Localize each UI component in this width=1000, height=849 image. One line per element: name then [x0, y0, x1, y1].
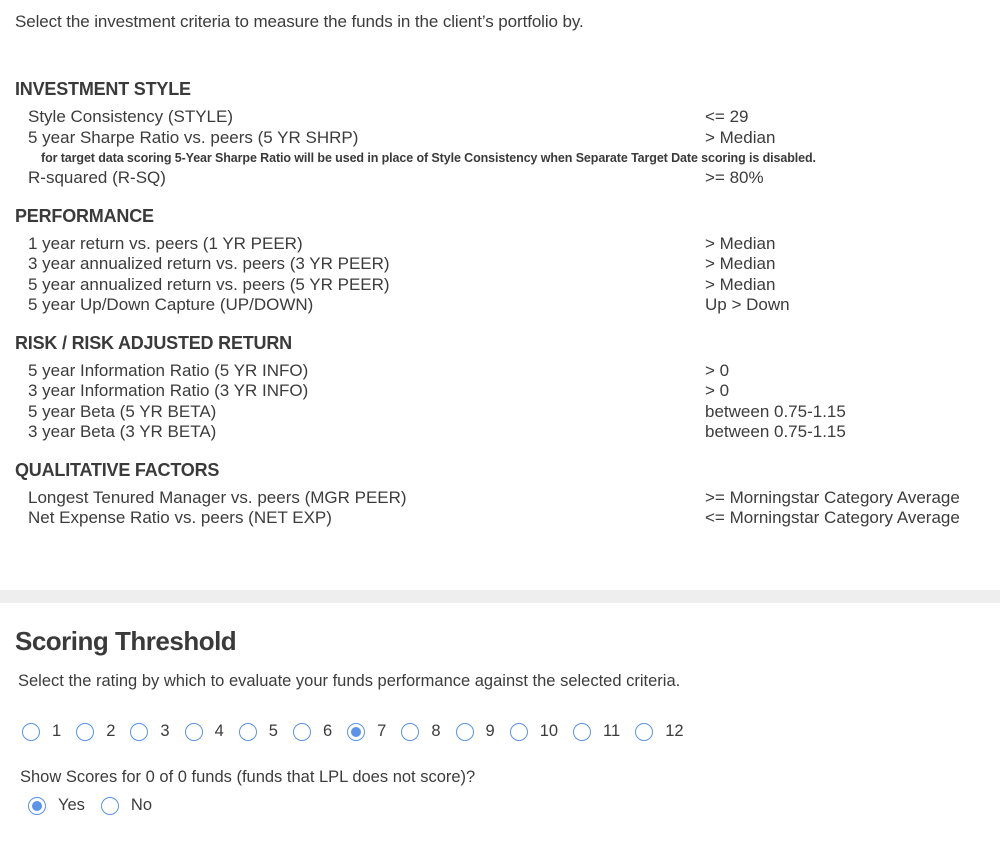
- threshold-option-label: 4: [214, 722, 224, 740]
- show-scores-radio-group: [28, 796, 168, 815]
- scoring-threshold-title: Scoring Threshold: [15, 626, 237, 656]
- threshold-option-label: 2: [106, 722, 116, 740]
- criteria-row: [15, 488, 1000, 509]
- criteria-value: >= Morningstar Category Average: [705, 487, 960, 507]
- criteria-row: [15, 128, 1000, 149]
- threshold-option-label: 9: [485, 722, 495, 740]
- criteria-row: [15, 275, 1000, 296]
- radio-unchecked-icon[interactable]: [22, 723, 40, 741]
- criteria-value: > Median: [705, 233, 776, 253]
- radio-unchecked-icon[interactable]: [510, 723, 528, 741]
- criteria-value: > Median: [705, 127, 776, 147]
- criteria-label: Net Expense Ratio vs. peers (NET EXP): [28, 508, 332, 527]
- section-title: RISK / RISK ADJUSTED RETURN: [15, 332, 292, 353]
- radio-unchecked-icon[interactable]: [101, 797, 119, 815]
- threshold-option-7[interactable]: [347, 722, 386, 741]
- section-investment-style: [15, 78, 1000, 189]
- criteria-value: > Median: [705, 254, 776, 273]
- criteria-value: Up > Down: [705, 295, 790, 314]
- radio-unchecked-icon[interactable]: [573, 723, 591, 741]
- criteria-label: 5 year Sharpe Ratio vs. peers (5 YR SHRP): [28, 127, 359, 147]
- threshold-option-label: 1: [52, 722, 62, 740]
- scoring-threshold-subtitle: Select the rating by which to evaluate your funds performance against the selected criteria.: [18, 672, 681, 690]
- criteria-label: R-squared (R-SQ): [28, 168, 166, 187]
- intro-text: Select the investment criteria to measure the funds in the client’s portfolio by.: [15, 12, 584, 31]
- threshold-option-10[interactable]: [510, 722, 558, 741]
- criteria-row: [15, 381, 1000, 402]
- radio-unchecked-icon[interactable]: [456, 723, 474, 741]
- section-title: INVESTMENT STYLE: [15, 79, 191, 99]
- no-label: No: [130, 796, 153, 814]
- criteria-value: <= Morningstar Category Average: [705, 508, 960, 527]
- threshold-option-9[interactable]: [456, 722, 495, 741]
- criteria-row: [15, 402, 1000, 423]
- threshold-option-12[interactable]: [635, 722, 683, 741]
- section-risk-adjusted-return: [15, 332, 1000, 443]
- threshold-option-6[interactable]: [293, 722, 332, 741]
- threshold-option-label: 6: [322, 722, 333, 740]
- criteria-label: 5 year Beta (5 YR BETA): [28, 401, 217, 421]
- threshold-option-label: 3: [160, 722, 170, 740]
- section-divider: [0, 590, 1000, 603]
- criteria-row: [15, 234, 1000, 255]
- target-date-note: for target data scoring 5-Year Sharpe Ratio will be used in place of Style Consistency when Separate Target Date scoring is disabled.: [41, 151, 816, 165]
- section-performance: [15, 205, 1000, 316]
- radio-unchecked-icon[interactable]: [401, 723, 419, 741]
- criteria-label: Style Consistency (STYLE): [28, 107, 234, 126]
- criteria-label: 3 year annualized return vs. peers (3 YR PEER): [28, 254, 390, 273]
- threshold-option-8[interactable]: [401, 722, 440, 741]
- show-scores-yes[interactable]: [28, 796, 85, 815]
- radio-unchecked-icon[interactable]: [76, 723, 94, 741]
- threshold-option-4[interactable]: [185, 722, 224, 741]
- radio-checked-icon[interactable]: [28, 797, 46, 815]
- criteria-row: [15, 295, 1000, 316]
- criteria-label: 5 year Up/Down Capture (UP/DOWN): [28, 295, 314, 314]
- threshold-option-label: 12: [665, 722, 684, 740]
- criteria-value: >= 80%: [705, 168, 764, 187]
- radio-unchecked-icon[interactable]: [635, 723, 653, 741]
- yes-label: Yes: [58, 796, 85, 814]
- threshold-option-label: 5: [268, 722, 278, 740]
- criteria-label: 1 year return vs. peers (1 YR PEER): [28, 233, 303, 253]
- radio-unchecked-icon[interactable]: [130, 723, 148, 741]
- section-title: QUALITATIVE FACTORS: [15, 459, 220, 480]
- threshold-option-5[interactable]: [239, 722, 278, 741]
- criteria-value: > 0: [705, 381, 730, 400]
- criteria-row: [15, 107, 1000, 128]
- radio-unchecked-icon[interactable]: [239, 723, 257, 741]
- radio-unchecked-icon[interactable]: [293, 723, 311, 741]
- threshold-option-2[interactable]: [76, 722, 115, 741]
- threshold-option-1[interactable]: [22, 722, 61, 741]
- criteria-value: > Median: [705, 274, 776, 294]
- criteria-row: [15, 254, 1000, 275]
- radio-checked-icon[interactable]: [347, 723, 365, 741]
- criteria-label: 3 year Beta (3 YR BETA): [28, 422, 217, 441]
- section-qualitative-factors: [15, 459, 1000, 529]
- section-title: PERFORMANCE: [15, 205, 154, 226]
- threshold-option-label: 11: [603, 722, 621, 740]
- criteria-value: between 0.75-1.15: [705, 422, 846, 441]
- criteria-row: [15, 168, 1000, 189]
- threshold-option-label: 10: [539, 722, 559, 740]
- criteria-row: [15, 422, 1000, 443]
- criteria-label: 5 year Information Ratio (5 YR INFO): [28, 360, 309, 380]
- threshold-option-11[interactable]: [573, 722, 620, 741]
- criteria-row: [15, 508, 1000, 529]
- threshold-option-3[interactable]: [130, 722, 169, 741]
- criteria-label: Longest Tenured Manager vs. peers (MGR PEER): [28, 487, 407, 507]
- scoring-threshold-radio-group: [22, 722, 699, 741]
- criteria-list: [15, 78, 1000, 545]
- criteria-label: 5 year annualized return vs. peers (5 YR PEER): [28, 274, 390, 294]
- criteria-row: [15, 361, 1000, 382]
- threshold-option-label: 7: [377, 722, 387, 740]
- criteria-value: > 0: [705, 360, 730, 380]
- criteria-value: between 0.75-1.15: [705, 401, 846, 421]
- show-scores-question: Show Scores for 0 of 0 funds (funds that LPL does not score)?: [20, 768, 476, 786]
- criteria-label: 3 year Information Ratio (3 YR INFO): [28, 381, 309, 400]
- criteria-value: <= 29: [705, 107, 749, 126]
- radio-unchecked-icon[interactable]: [185, 723, 203, 741]
- threshold-option-label: 8: [431, 722, 441, 740]
- show-scores-no[interactable]: [101, 796, 152, 815]
